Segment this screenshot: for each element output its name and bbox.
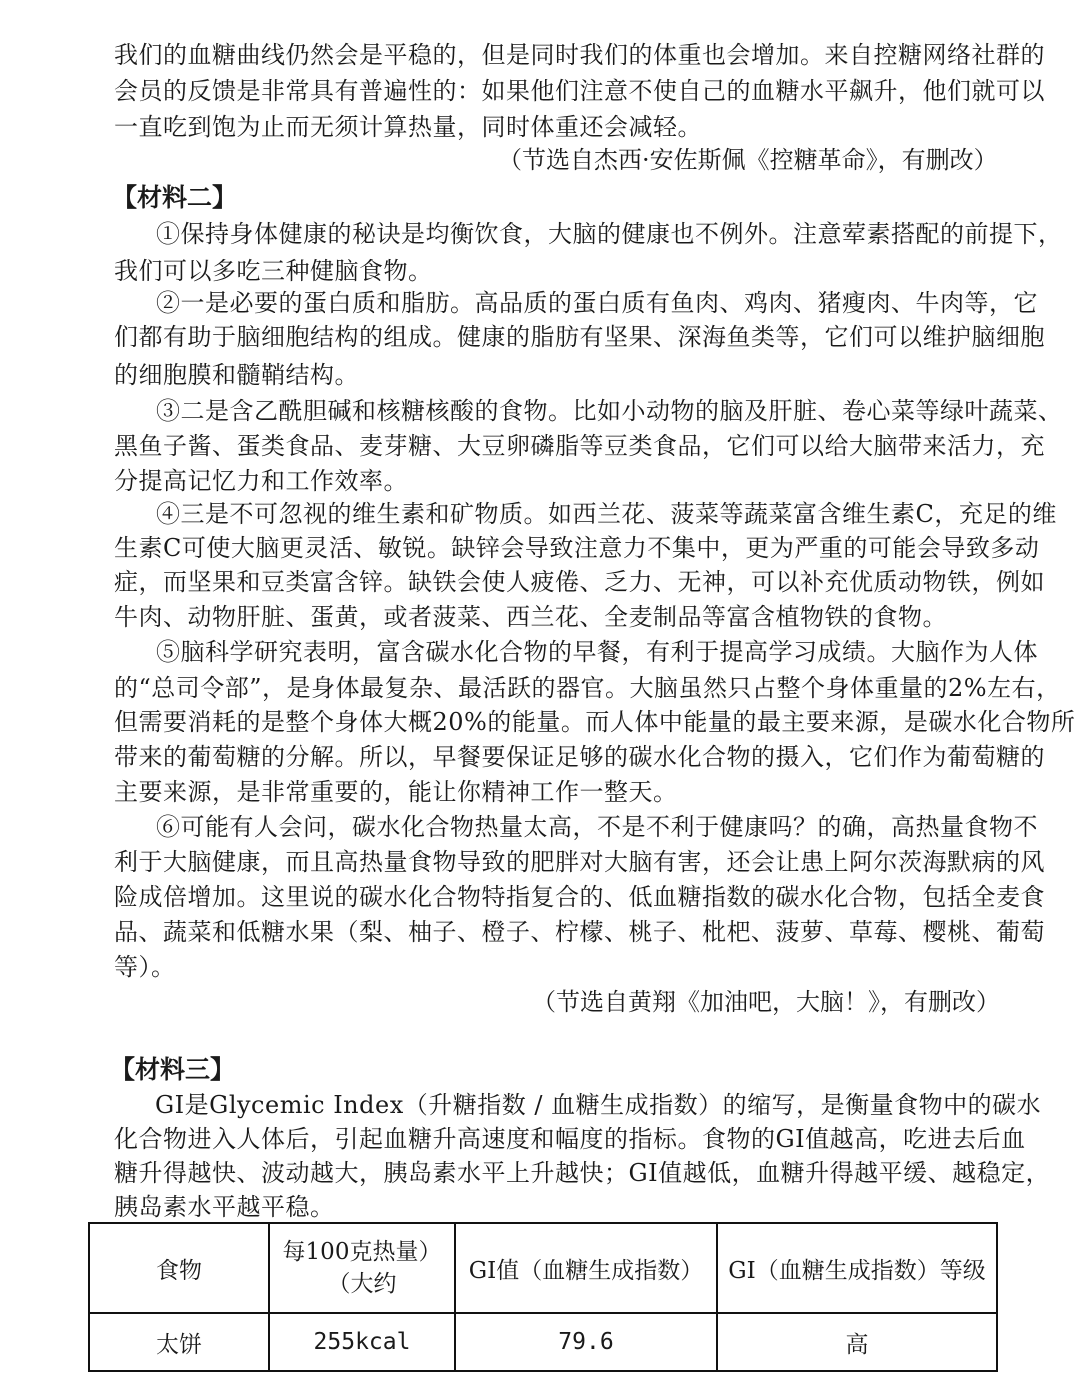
- material3-line: 糖升得越快、波动越大，胰岛素水平上升越快；GI值越低，血糖升得越平缓、越稳定，: [114, 1159, 1051, 1187]
- material3-heading: 【材料三】: [110, 1055, 236, 1084]
- header-calories-line1: 每100克热量）: [282, 1239, 442, 1265]
- material2-line: 等）。: [114, 953, 176, 981]
- material2-line: 症，而坚果和豆类富含锌。缺铁会使人疲倦、乏力、无神，可以补充优质动物铁，例如: [114, 568, 1045, 596]
- material2-line: 带来的葡萄糖的分解。所以，早餐要保证足够的碳水化合物的摄入，它们作为葡萄糖的: [114, 743, 1045, 771]
- header-gi: GI值（血糖生成指数）: [455, 1223, 717, 1313]
- material2-line: 但需要消耗的是整个身体大概20%的能量。而人体中能量的最主要来源，是碳水化合物所: [114, 708, 1076, 736]
- table-header-row: [89, 1223, 997, 1313]
- cell-gi: 79.6: [455, 1313, 717, 1371]
- cell-calories: 255kcal: [269, 1313, 455, 1371]
- material2-line: ⑥可能有人会问，碳水化合物热量太高，不是不利于健康吗？的确，高热量食物不: [156, 813, 1038, 841]
- header-calories-line2: （大约: [327, 1271, 397, 1297]
- table-row: [89, 1313, 997, 1371]
- header-food: 食物: [89, 1223, 269, 1313]
- material2-line: 们都有助于脑细胞结构的组成。健康的脂肪有坚果、深海鱼类等，它们可以维护脑细胞: [114, 323, 1045, 351]
- cell-level: 高: [717, 1313, 997, 1371]
- material2-line: ①保持身体健康的秘诀是均衡饮食，大脑的健康也不例外。注意荤素搭配的前提下，: [156, 220, 1063, 248]
- material2-line: ⑤脑科学研究表明，富含碳水化合物的早餐，有利于提高学习成绩。大脑作为人体: [156, 638, 1038, 666]
- material2-line: 黑鱼子酱、蛋类食品、麦芽糖、大豆卵磷脂等豆类食品，它们可以给大脑带来活力，充: [114, 432, 1045, 460]
- material2-line: ②一是必要的蛋白质和脂肪。高品质的蛋白质有鱼肉、鸡肉、猪瘦肉、牛肉等，它: [156, 289, 1038, 317]
- material2-line: 利于大脑健康，而且高热量食物导致的肥胖对大脑有害，还会让患上阿尔茨海默病的风: [114, 848, 1045, 876]
- material2-line: ④三是不可忽视的维生素和矿物质。如西兰花、菠菜等蔬菜富含维生素C，充足的维: [156, 500, 1057, 528]
- material3-line: 化合物进入人体后，引起血糖升高速度和幅度的指标。食物的GI值越高，吃进去后血: [114, 1125, 1026, 1153]
- material2-line: 险成倍增加。这里说的碳水化合物特指复合的、低血糖指数的碳水化合物，包括全麦食: [114, 883, 1045, 911]
- intro-line: 一直吃到饱为止而无须计算热量，同时体重还会减轻。: [114, 113, 702, 141]
- material2-line: 我们可以多吃三种健脑食物。: [114, 257, 433, 285]
- material2-line: 主要来源，是非常重要的，能让你精神工作一整天。: [114, 778, 678, 806]
- intro-source: （节选自杰西·安佐斯佩《控糖革命》，有删改）: [498, 146, 998, 174]
- material2-line: 品、蔬菜和低糖水果（梨、柚子、橙子、柠檬、桃子、枇杷、菠萝、草莓、樱桃、葡萄: [114, 918, 1045, 946]
- header-calories: [269, 1223, 455, 1313]
- material2-line: 的细胞膜和髓鞘结构。: [114, 361, 359, 389]
- material3-line: GI是Glycemic Index（升糖指数 / 血糖生成指数）的缩写，是衡量食物中的碳水: [155, 1091, 1042, 1119]
- material2-line: 分提高记忆力和工作效率。: [114, 467, 408, 495]
- intro-line: 我们的血糖曲线仍然会是平稳的，但是同时我们的体重也会增加。来自控糖网络社群的: [114, 41, 1045, 69]
- material2-line: 生素C可使大脑更灵活、敏锐。缺锌会导致注意力不集中，更为严重的可能会导致多动: [114, 534, 1040, 562]
- material2-heading: 【材料二】: [112, 183, 238, 212]
- material2-line: 的“总司令部”，是身体最复杂、最活跃的器官。大脑虽然只占整个身体重量的2%左右，: [114, 674, 1061, 702]
- material3-line: 胰岛素水平越平稳。: [114, 1193, 335, 1221]
- material2-source: （节选自黄翔《加油吧，大脑！》，有删改）: [532, 988, 1000, 1016]
- gi-table: [88, 1222, 998, 1372]
- intro-line: 会员的反馈是非常具有普遍性的：如果他们注意不使自己的血糖水平飙升，他们就可以: [114, 77, 1045, 105]
- material2-line: ③二是含乙酰胆碱和核糖核酸的食物。比如小动物的脑及肝脏、卷心菜等绿叶蔬菜、: [156, 397, 1063, 425]
- header-level: GI（血糖生成指数）等级: [717, 1223, 997, 1313]
- cell-food: 太饼: [89, 1313, 269, 1371]
- material2-line: 牛肉、动物肝脏、蛋黄，或者菠菜、西兰花、全麦制品等富含植物铁的食物。: [114, 603, 947, 631]
